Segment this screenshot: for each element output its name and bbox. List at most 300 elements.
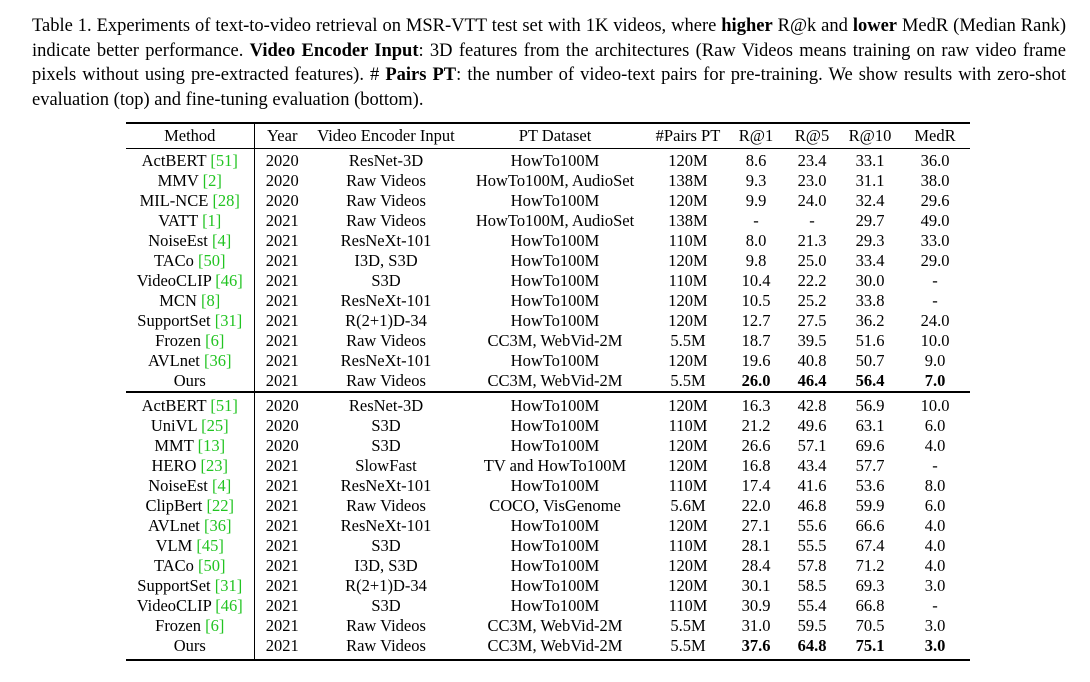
r10-cell: 33.8 — [855, 291, 885, 310]
citation-link[interactable]: [50] — [198, 251, 226, 270]
r10-cell: 29.7 — [855, 211, 885, 230]
r5-cell: 59.5 — [797, 616, 827, 635]
r5-cell: 46.8 — [797, 496, 827, 515]
encoder-cell: ResNet-3D — [348, 396, 424, 415]
encoder-cell: S3D — [371, 416, 401, 435]
method-name: AVLnet — [147, 351, 200, 370]
method-cell — [126, 311, 254, 331]
r10-cell: 66.6 — [855, 516, 885, 535]
r1-cell: 16.8 — [741, 456, 771, 475]
year-cell: 2020 — [265, 396, 299, 415]
method-cell — [126, 271, 254, 291]
table-row — [126, 371, 970, 392]
r5-cell: 43.4 — [797, 456, 827, 475]
table-row — [126, 596, 970, 616]
caption-bold-pairs-pt: Pairs PT — [385, 65, 457, 85]
medr-cell: 3.0 — [924, 616, 946, 635]
results-table — [126, 122, 970, 661]
year-cell: 2021 — [265, 476, 299, 495]
r1-cell: 17.4 — [741, 476, 771, 495]
method-cell — [126, 191, 254, 211]
r10-cell: 69.6 — [855, 436, 885, 455]
pairs-cell: 110M — [668, 231, 708, 250]
dataset-cell: HowTo100M — [510, 396, 600, 415]
r5-cell: 57.1 — [797, 436, 827, 455]
table-row — [126, 576, 970, 596]
pairs-cell: 120M — [668, 556, 708, 575]
pairs-cell: 120M — [668, 436, 708, 455]
year-cell: 2021 — [265, 596, 299, 615]
medr-cell: 4.0 — [924, 516, 946, 535]
r10-cell: 33.1 — [855, 151, 885, 170]
medr-cell: 4.0 — [924, 556, 946, 575]
method-cell — [126, 351, 254, 371]
table-caption — [32, 14, 1066, 112]
r10-cell: 53.6 — [855, 476, 885, 495]
dataset-cell: HowTo100M — [510, 311, 600, 330]
pairs-cell: 120M — [668, 151, 708, 170]
r5-cell: 57.8 — [797, 556, 827, 575]
method-cell — [126, 536, 254, 556]
pairs-cell: 110M — [668, 476, 708, 495]
encoder-cell: R(2+1)D-34 — [345, 311, 427, 330]
r5-cell: 23.4 — [797, 151, 827, 170]
method-name: VLM — [155, 536, 193, 555]
r5-cell: 24.0 — [797, 191, 827, 210]
medr-cell: - — [932, 456, 938, 475]
pairs-cell: 110M — [668, 536, 708, 555]
pairs-cell: 120M — [668, 456, 708, 475]
method-name: MIL-NCE — [139, 191, 209, 210]
method-cell — [126, 392, 254, 416]
r1-cell: 9.3 — [745, 171, 767, 190]
encoder-cell: S3D — [371, 271, 401, 290]
method-name: VideoCLIP — [136, 596, 212, 615]
dataset-cell: HowTo100M, AudioSet — [475, 171, 635, 190]
table-row — [126, 191, 970, 211]
results-table-container — [126, 122, 970, 661]
medr-cell: - — [932, 596, 938, 615]
r10-cell: 70.5 — [855, 616, 885, 635]
method-name: AVLnet — [147, 516, 200, 535]
citation-link[interactable]: [36] — [204, 351, 232, 370]
encoder-cell: Raw Videos — [346, 496, 426, 515]
encoder-cell: Raw Videos — [346, 616, 426, 635]
method-name: UniVL — [150, 416, 197, 435]
year-cell: 2021 — [265, 556, 299, 575]
table-row — [126, 536, 970, 556]
year-cell: 2021 — [265, 331, 299, 350]
year-cell: 2021 — [265, 456, 299, 475]
citation-link[interactable]: [1] — [202, 211, 222, 230]
dataset-cell: HowTo100M — [510, 576, 600, 595]
header-medr: MedR — [914, 126, 956, 145]
r1-cell: 8.0 — [745, 231, 767, 250]
citation-link[interactable]: [4] — [211, 476, 232, 495]
method-name: VATT — [158, 211, 198, 230]
table-row — [126, 211, 970, 231]
r10-cell: 31.1 — [855, 171, 885, 190]
header-year: Year — [267, 126, 298, 145]
table-row — [126, 291, 970, 311]
dataset-cell: CC3M, WebVid-2M — [487, 636, 623, 655]
dataset-cell: HowTo100M — [510, 476, 600, 495]
year-cell: 2021 — [265, 536, 299, 555]
pairs-cell: 138M — [668, 211, 708, 230]
method-name: TACo — [153, 556, 194, 575]
caption-mid-2: MedR (Median Rank) indicate better performance. — [32, 16, 1067, 61]
encoder-cell: Raw Videos — [346, 331, 426, 350]
medr-cell: 9.0 — [924, 351, 946, 370]
citation-link[interactable]: [51] — [210, 151, 238, 170]
r10-cell: 63.1 — [855, 416, 885, 435]
medr-cell: 6.0 — [924, 496, 946, 515]
pairs-cell: 120M — [668, 396, 708, 415]
dataset-cell: HowTo100M — [510, 271, 600, 290]
method-name: ClipBert — [145, 496, 203, 515]
caption-bold-higher: higher — [721, 16, 773, 36]
table-header — [126, 123, 970, 149]
method-cell — [126, 231, 254, 251]
table-row — [126, 171, 970, 191]
caption-mid-1: R@k and — [772, 16, 853, 36]
year-cell: 2021 — [265, 496, 299, 515]
medr-cell: 36.0 — [920, 151, 950, 170]
r1-cell: - — [753, 211, 759, 230]
method-name: MCN — [159, 291, 197, 310]
encoder-cell: ResNeXt-101 — [340, 476, 432, 495]
pairs-cell: 120M — [668, 311, 708, 330]
r1-cell: 26.6 — [741, 436, 771, 455]
year-cell: 2021 — [265, 211, 299, 230]
pairs-cell: 5.5M — [670, 636, 706, 655]
r1-cell: 18.7 — [741, 331, 771, 350]
pairs-cell: 5.5M — [670, 331, 706, 350]
method-name: NoiseEst — [148, 476, 208, 495]
table-row — [126, 392, 970, 416]
method-cell — [126, 171, 254, 191]
citation-link[interactable]: [22] — [206, 496, 234, 515]
method-name: MMV — [157, 171, 199, 190]
dataset-cell: HowTo100M — [510, 231, 600, 250]
method-cell — [126, 496, 254, 516]
encoder-cell: ResNeXt-101 — [340, 291, 432, 310]
citation-link[interactable]: [31] — [214, 311, 243, 330]
year-cell: 2020 — [265, 416, 299, 435]
r1-cell: 27.1 — [741, 516, 771, 535]
encoder-cell: S3D — [371, 536, 401, 555]
r5-cell: 39.5 — [797, 331, 827, 350]
r10-cell: 57.7 — [855, 456, 885, 475]
method-cell — [126, 516, 254, 536]
encoder-cell: SlowFast — [355, 456, 417, 475]
method-cell — [126, 416, 254, 436]
citation-link[interactable]: [51] — [210, 396, 238, 415]
table-row — [126, 556, 970, 576]
r1-cell: 9.9 — [745, 191, 767, 210]
r1-cell: 12.7 — [741, 311, 771, 330]
method-name: SupportSet — [137, 576, 211, 595]
citation-link[interactable]: [6] — [205, 616, 225, 635]
r5-cell: 25.2 — [797, 291, 827, 310]
medr-cell: 7.0 — [924, 371, 946, 390]
table-row — [126, 271, 970, 291]
method-cell — [126, 596, 254, 616]
table-row — [126, 516, 970, 536]
pairs-cell: 120M — [668, 251, 708, 270]
citation-link[interactable]: [13] — [197, 436, 226, 455]
citation-link[interactable]: [25] — [201, 416, 229, 435]
encoder-cell: I3D, S3D — [354, 251, 418, 270]
dataset-cell: HowTo100M, AudioSet — [475, 211, 635, 230]
method-cell — [126, 371, 254, 392]
method-name: MMT — [154, 436, 194, 455]
table-row — [126, 251, 970, 271]
citation-link[interactable]: [28] — [212, 191, 240, 210]
r5-cell: 23.0 — [797, 171, 827, 190]
method-name: ActBERT — [141, 396, 207, 415]
caption-bold-lower: lower — [852, 16, 898, 36]
year-cell: 2021 — [265, 371, 299, 390]
dataset-cell: CC3M, WebVid-2M — [487, 616, 623, 635]
table-row — [126, 351, 970, 371]
method-cell — [126, 436, 254, 456]
dataset-cell: HowTo100M — [510, 291, 600, 310]
r10-cell: 50.7 — [855, 351, 885, 370]
medr-cell: 10.0 — [920, 331, 950, 350]
method-cell — [126, 456, 254, 476]
table-row — [126, 231, 970, 251]
pairs-cell: 120M — [668, 576, 708, 595]
pairs-cell: 120M — [668, 191, 708, 210]
method-name: Frozen — [155, 331, 201, 350]
r1-cell: 8.6 — [745, 151, 767, 170]
pairs-cell: 120M — [668, 516, 708, 535]
r10-cell: 29.3 — [855, 231, 885, 250]
medr-cell: 6.0 — [924, 416, 946, 435]
table-row — [126, 496, 970, 516]
r1-cell: 30.9 — [741, 596, 771, 615]
dataset-cell: HowTo100M — [510, 416, 600, 435]
medr-cell: 49.0 — [920, 211, 950, 230]
medr-cell: 29.0 — [920, 251, 950, 270]
header-pairs-pt: #Pairs PT — [655, 126, 721, 145]
year-cell: 2021 — [265, 351, 299, 370]
citation-link[interactable]: [45] — [196, 536, 224, 555]
dataset-cell: HowTo100M — [510, 151, 600, 170]
zero-shot-section — [126, 149, 970, 393]
method-cell — [126, 149, 254, 172]
r1-cell: 22.0 — [741, 496, 771, 515]
method-cell — [126, 616, 254, 636]
r10-cell: 75.1 — [855, 636, 885, 655]
dataset-cell: HowTo100M — [510, 191, 600, 210]
dataset-cell: HowTo100M — [510, 556, 600, 575]
method-cell — [126, 636, 254, 660]
r10-cell: 51.6 — [855, 331, 885, 350]
method-name: TACo — [153, 251, 194, 270]
method-cell — [126, 291, 254, 311]
table-row — [126, 476, 970, 496]
medr-cell: 24.0 — [920, 311, 950, 330]
pairs-cell: 138M — [668, 171, 708, 190]
caption-mid-3: : 3D features from the architectures (Raw Videos means training on raw video frame pixels without using pre-extracted features). # — [32, 40, 1066, 85]
citation-link[interactable]: [31] — [214, 576, 243, 595]
dataset-cell: HowTo100M — [510, 536, 600, 555]
dataset-cell: HowTo100M — [510, 516, 600, 535]
r10-cell: 71.2 — [855, 556, 885, 575]
encoder-cell: S3D — [371, 436, 401, 455]
dataset-cell: CC3M, WebVid-2M — [487, 331, 623, 350]
dataset-cell: HowTo100M — [510, 351, 600, 370]
r10-cell: 30.0 — [855, 271, 885, 290]
header-r5: R@5 — [794, 126, 830, 145]
pairs-cell: 120M — [668, 291, 708, 310]
citation-link[interactable]: [46] — [215, 596, 243, 615]
dataset-cell: HowTo100M — [510, 251, 600, 270]
year-cell: 2021 — [265, 516, 299, 535]
year-cell: 2020 — [265, 436, 299, 455]
r10-cell: 67.4 — [855, 536, 885, 555]
year-cell: 2020 — [265, 171, 299, 190]
medr-cell: 29.6 — [920, 191, 950, 210]
encoder-cell: Raw Videos — [346, 171, 426, 190]
encoder-cell: S3D — [371, 596, 401, 615]
r10-cell: 56.4 — [855, 371, 885, 390]
encoder-cell: I3D, S3D — [354, 556, 418, 575]
r1-cell: 28.4 — [741, 556, 771, 575]
caption-bold-encoder-input: Video Encoder Input — [249, 40, 419, 61]
year-cell: 2020 — [265, 151, 299, 170]
r10-cell: 59.9 — [855, 496, 885, 515]
r5-cell: 46.4 — [797, 371, 827, 390]
r5-cell: - — [809, 211, 815, 230]
medr-cell: 3.0 — [924, 636, 946, 655]
method-name: Ours — [173, 636, 206, 655]
medr-cell: - — [932, 271, 938, 290]
medr-cell: 4.0 — [924, 436, 946, 455]
r1-cell: 21.2 — [741, 416, 771, 435]
caption-prefix: Table 1. Experiments of text-to-video retrieval on MSR-VTT test set with 1K videos, where — [32, 16, 722, 36]
pairs-cell: 5.5M — [670, 616, 706, 635]
r1-cell: 19.6 — [741, 351, 771, 370]
medr-cell: 33.0 — [920, 231, 950, 250]
r1-cell: 37.6 — [741, 636, 771, 655]
method-cell — [126, 576, 254, 596]
year-cell: 2021 — [265, 231, 299, 250]
citation-link[interactable]: [4] — [211, 231, 232, 250]
citation-link[interactable]: [6] — [205, 331, 225, 350]
encoder-cell: ResNeXt-101 — [340, 351, 432, 370]
citation-link[interactable]: [46] — [215, 271, 243, 290]
citation-link[interactable]: [36] — [204, 516, 232, 535]
encoder-cell: ResNeXt-101 — [340, 231, 432, 250]
r5-cell: 58.5 — [797, 576, 827, 595]
r10-cell: 33.4 — [855, 251, 885, 270]
r1-cell: 30.1 — [741, 576, 771, 595]
encoder-cell: R(2+1)D-34 — [345, 576, 427, 595]
method-name: ActBERT — [141, 151, 207, 170]
table-row — [126, 149, 970, 172]
citation-link[interactable]: [50] — [198, 556, 226, 575]
r5-cell: 25.0 — [797, 251, 827, 270]
method-name: HERO — [151, 456, 197, 475]
r5-cell: 40.8 — [797, 351, 827, 370]
header-encoder-input: Video Encoder Input — [317, 126, 455, 145]
header-r1: R@1 — [738, 126, 774, 145]
encoder-cell: Raw Videos — [346, 191, 426, 210]
medr-cell: 10.0 — [920, 396, 950, 415]
r5-cell: 55.4 — [797, 596, 827, 615]
pairs-cell: 110M — [668, 271, 708, 290]
encoder-cell: Raw Videos — [346, 211, 426, 230]
header-r10: R@10 — [848, 126, 892, 145]
citation-link[interactable]: [23] — [200, 456, 229, 475]
table-row — [126, 416, 970, 436]
r10-cell: 32.4 — [855, 191, 885, 210]
method-cell — [126, 251, 254, 271]
r5-cell: 27.5 — [797, 311, 827, 330]
pairs-cell: 110M — [668, 416, 708, 435]
method-name: VideoCLIP — [136, 271, 212, 290]
method-name: SupportSet — [137, 311, 211, 330]
citation-link[interactable]: [2] — [202, 171, 222, 190]
year-cell: 2021 — [265, 311, 299, 330]
medr-cell: 4.0 — [924, 536, 946, 555]
r10-cell: 56.9 — [855, 396, 885, 415]
r1-cell: 10.4 — [741, 271, 771, 290]
r1-cell: 16.3 — [741, 396, 771, 415]
r5-cell: 22.2 — [797, 271, 827, 290]
year-cell: 2021 — [265, 251, 299, 270]
year-cell: 2021 — [265, 271, 299, 290]
header-pt-dataset: PT Dataset — [518, 126, 592, 145]
table-row — [126, 636, 970, 660]
method-cell — [126, 331, 254, 351]
r10-cell: 66.8 — [855, 596, 885, 615]
r10-cell: 69.3 — [855, 576, 885, 595]
r1-cell: 26.0 — [741, 371, 771, 390]
r5-cell: 42.8 — [797, 396, 827, 415]
dataset-cell: HowTo100M — [510, 436, 600, 455]
r5-cell: 55.6 — [797, 516, 827, 535]
table-row — [126, 436, 970, 456]
r1-cell: 28.1 — [741, 536, 771, 555]
medr-cell: 8.0 — [924, 476, 946, 495]
citation-link[interactable]: [8] — [200, 291, 221, 310]
encoder-cell: ResNet-3D — [348, 151, 424, 170]
method-name: NoiseEst — [148, 231, 208, 250]
method-cell — [126, 556, 254, 576]
year-cell: 2021 — [265, 636, 299, 655]
header-method: Method — [126, 123, 254, 149]
method-cell — [126, 211, 254, 231]
year-cell: 2021 — [265, 576, 299, 595]
table-row — [126, 456, 970, 476]
method-cell — [126, 476, 254, 496]
year-cell: 2021 — [265, 616, 299, 635]
r5-cell: 49.6 — [797, 416, 827, 435]
table-row — [126, 311, 970, 331]
r1-cell: 10.5 — [741, 291, 771, 310]
r1-cell: 9.8 — [745, 251, 767, 270]
r5-cell: 64.8 — [797, 636, 827, 655]
fine-tune-section — [126, 392, 970, 660]
method-name: Ours — [173, 371, 206, 390]
r5-cell: 55.5 — [797, 536, 827, 555]
dataset-cell: CC3M, WebVid-2M — [487, 371, 623, 390]
r10-cell: 36.2 — [855, 311, 885, 330]
